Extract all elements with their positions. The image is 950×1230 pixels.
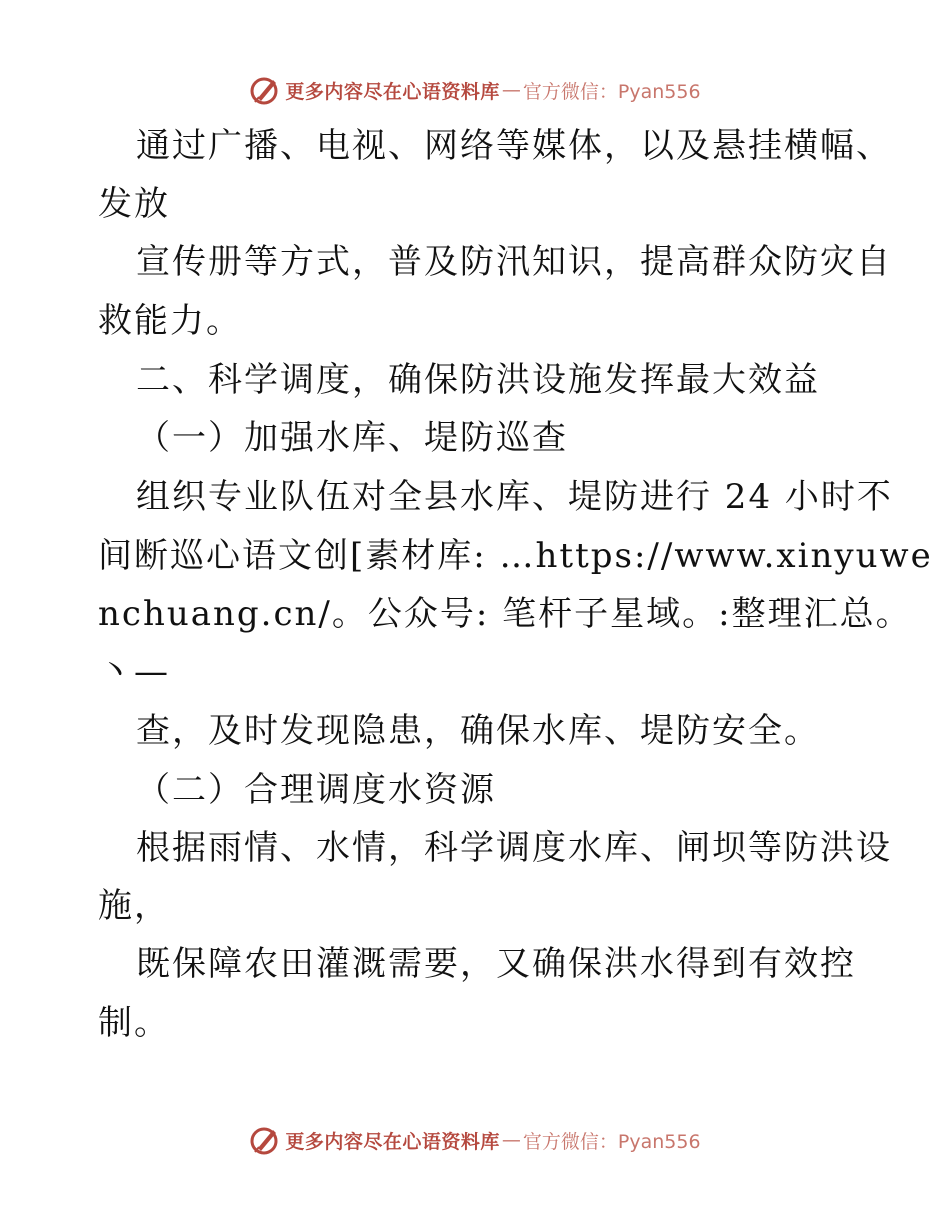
quill-logo-icon	[249, 74, 281, 106]
banner-separator: —	[501, 79, 521, 101]
paragraph-line: 宣传册等方式，普及防汛知识，提高群众防灾自	[136, 242, 892, 282]
footer-banner	[0, 1120, 950, 1160]
banner-contact: 官方微信：Pyan556	[522, 80, 701, 103]
paragraph-line: 根据雨情、水情，科学调度水库、闸坝等防洪设	[136, 828, 892, 868]
banner-contact: 官方微信：Pyan556	[522, 1130, 701, 1153]
paragraph-line: 既保障农田灌溉需要，又确保洪水得到有效控	[136, 944, 856, 984]
subsection-heading: （二）合理调度水资源	[136, 770, 496, 810]
banner-title: 更多内容尽在心语资料库	[285, 1130, 500, 1153]
paragraph-line: 施，	[98, 886, 170, 926]
paragraph-line: nchuang.cn/。公众号: 笔杆子星域。:整理汇总。	[98, 594, 912, 634]
quill-logo-icon	[249, 1124, 281, 1156]
paragraph-line: 组织专业队伍对全县水库、堤防进行 24 小时不	[136, 477, 893, 517]
banner-separator: —	[501, 1129, 521, 1151]
header-banner	[0, 70, 950, 110]
paragraph-line: 救能力。	[98, 301, 242, 341]
paragraph-line: 查，及时发现隐患，确保水库、堤防安全。	[136, 711, 820, 751]
paragraph-line: 发放	[98, 184, 170, 224]
paragraph-line: 间断巡心语文创[素材库: …https://www.xinyuwe	[98, 536, 933, 576]
banner-title: 更多内容尽在心语资料库	[285, 80, 500, 103]
paragraph-line: 通过广播、电视、网络等媒体，以及悬挂横幅、	[136, 126, 892, 166]
paragraph-line: 制。	[98, 1003, 170, 1043]
paragraph-line: 丶—	[98, 652, 170, 692]
section-heading: 二、科学调度，确保防洪设施发挥最大效益	[136, 360, 820, 400]
subsection-heading: （一）加强水库、堤防巡查	[136, 418, 568, 458]
